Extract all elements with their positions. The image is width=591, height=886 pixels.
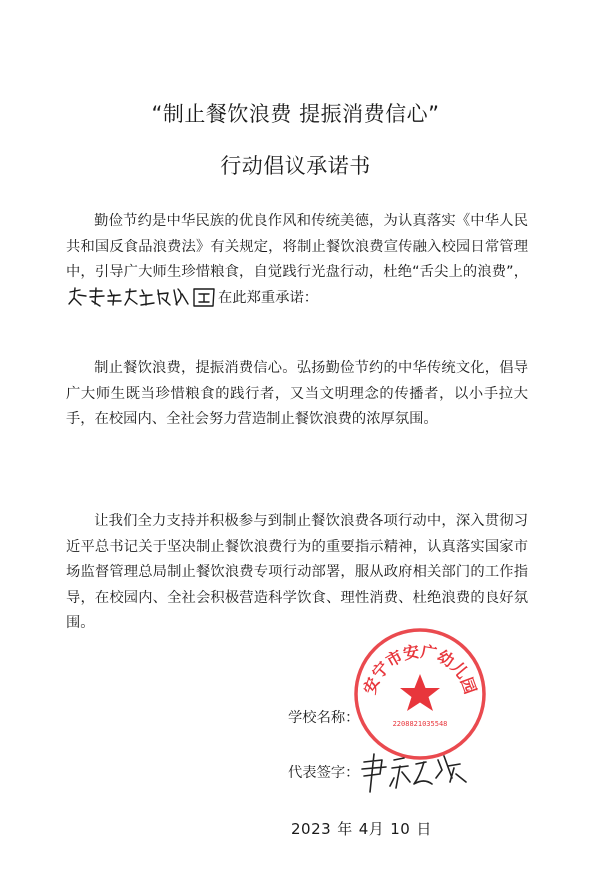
date-month-unit: 月 [368, 820, 385, 838]
stamp-code: 2208821035548 [392, 720, 448, 728]
paragraph-2-text: 制止餐饮浪费，提振消费信心。弘扬勤俭节约的中华传统文化，倡导广大师生既当珍惜粮食的践行者，又当文明理念的传播者，以小手拉大手，在校园内、全社会努力营造制止餐饮浪费的浓厚氛围。 [66, 360, 528, 427]
date-day: 10 [390, 820, 411, 838]
signing-date [291, 818, 432, 839]
handwritten-signature [358, 748, 474, 800]
paragraph-3 [66, 509, 528, 637]
stamp-star-icon [400, 674, 440, 711]
paragraph-1 [66, 209, 528, 311]
title-line-2: 行动倡议承诺书 [220, 154, 371, 178]
stamp-text: 安宁市安广幼儿园 [359, 641, 481, 697]
paragraph-1-text: 勤俭节约是中华民族的优良作风和传统美德，为认真落实《中华人民共和国反食品浪费法》有关规定，将制止餐饮浪费宣传融入校园日常管理中，引导广大师生珍惜粮食，自觉践行光盘行动，杜绝“舌尖上的浪费”， [66, 213, 528, 280]
date-month: 4 [358, 820, 369, 838]
official-seal-stamp [352, 626, 488, 762]
date-day-unit: 日 [416, 820, 432, 838]
representative-signature-label: 代表签字： [288, 765, 360, 781]
paragraph-2 [66, 356, 528, 433]
school-name-label: 学校名称： [288, 710, 360, 726]
paragraph-1-ending: 在此郑重承诺： [218, 289, 319, 306]
handwritten-school-name [66, 286, 218, 308]
date-year-unit: 年 [337, 820, 353, 838]
title-line-1: “制止餐饮浪费 提振消费信心” [151, 102, 440, 126]
paragraph-3-text: 让我们全力支持并积极参与到制止餐饮浪费各项行动中，深入贯彻习近平总书记关于坚决制止餐饮浪费行为的重要指示精神，认真落实国家市场监督管理总局制止餐饮浪费专项行动部署，服从政府相关部门的工作指导，在校园内、全社会积极营造科学饮食、理性消费、杜绝浪费的良好氛围。 [66, 513, 528, 631]
date-year: 2023 [291, 820, 332, 838]
